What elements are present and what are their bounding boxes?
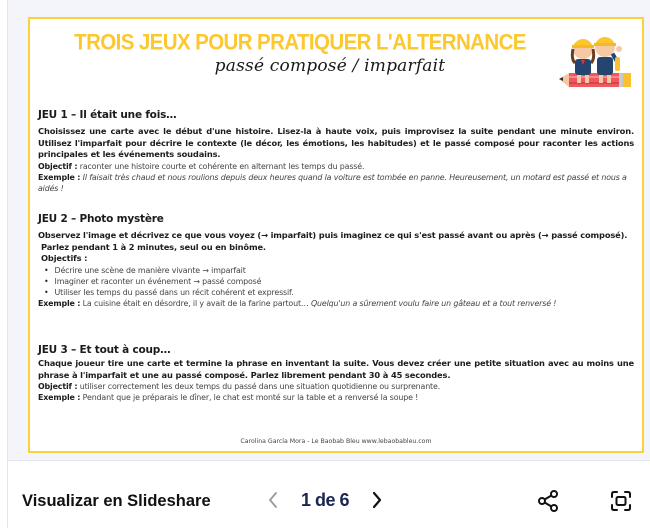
game-3-section — [38, 344, 634, 403]
game-2-example — [38, 298, 634, 309]
share-button[interactable] — [535, 488, 561, 514]
game-1-objective — [38, 161, 634, 172]
game-1-heading: JEU 1 – Il était une fois… — [38, 109, 177, 121]
chevron-right-icon — [371, 491, 383, 509]
chevron-left-icon — [267, 491, 279, 509]
previous-page-button[interactable] — [263, 487, 283, 513]
slide-credit: Carolina García Mora - Le Baobab Bleu www.lebaobableu.com — [240, 438, 432, 445]
game-3-heading: JEU 3 – Et tout à coup… — [38, 344, 171, 356]
objective-item: • Utiliser les temps du passé dans un récit cohérent et expressif. — [44, 287, 634, 298]
page-indicator: 1 de 6 — [301, 489, 350, 510]
game-3-objective — [38, 381, 634, 392]
slide-title: TROIS JEUX POUR PRATIQUER L'ALTERNANCE — [74, 30, 526, 55]
viewer-toolbar — [8, 460, 650, 528]
next-page-button[interactable] — [367, 487, 387, 513]
two-kids-on-pencil-illustration — [555, 27, 635, 93]
slide-stage — [8, 0, 650, 460]
slide-content — [38, 109, 634, 407]
example-text-plain: La cuisine était en désordre, il y avait de la farine partout… — [80, 298, 311, 308]
objective-text: raconter une histoire courte et cohérente en alternant les temps du passé. — [77, 161, 365, 171]
game-3-instructions: Chaque joueur tire une carte et termine la phrase en inventant la suite. Vous devez créer une petite situation avec au moins une phrase à l'imparfait et une au passé composé. Parlez librement pendant 30 à 45 secondes. — [38, 358, 634, 380]
fullscreen-icon — [609, 489, 633, 513]
example-label: Exemple : — [38, 298, 81, 308]
example-label: Exemple : — [38, 393, 81, 402]
game-2-objectives-label: Objectifs : — [41, 253, 88, 263]
game-1-section — [38, 109, 634, 209]
objective-item: • Décrire une scène de manière vivante → imparfait — [44, 265, 634, 276]
objective-item: • Imaginer et raconter un événement → passé composé — [44, 276, 634, 287]
game-1-instructions: Choisissez une carte avec le début d'une histoire. Lisez-la à haute voix, puis improvisez la suite pendant une minute environ. Utilisez l'imparfait pour décrire le contexte (le décor, les émotions, les habitudes) et le passé composé pour raconter les actions principales et les événements soudains. — [38, 126, 634, 159]
game-2-duration: Parlez pendant 1 à 2 minutes, seul ou en binôme. — [41, 241, 266, 252]
objective-label: Objectif : — [38, 161, 78, 171]
pagination — [263, 487, 387, 513]
fullscreen-button[interactable] — [608, 488, 634, 514]
example-text: Pendant que je préparais le dîner, le chat est monté sur la table et a renversé la soupe ! — [80, 393, 419, 402]
example-text-italic: Quelqu'un a sûrement voulu faire un gâteau et a tout renversé ! — [311, 298, 557, 308]
game-1-example — [38, 172, 634, 194]
slide — [28, 17, 644, 453]
example-text: Il faisait très chaud et nous roulions depuis deux heures quand la voiture est tombée en panne. Heureusement, un motard est passé et nous a aidés ! — [38, 172, 627, 193]
game-3-example — [38, 392, 634, 403]
example-label: Exemple : — [38, 172, 81, 182]
objective-label: Objectif : — [38, 382, 78, 391]
game-2-section — [38, 213, 634, 340]
share-icon — [536, 489, 560, 513]
slide-subtitle: passé composé / imparfait — [214, 56, 446, 76]
view-on-slideshare-link[interactable]: Visualizar en Slideshare — [22, 492, 211, 510]
game-2-heading: JEU 2 – Photo mystère — [38, 213, 164, 225]
objective-text: utiliser correctement les deux temps du passé dans une situation quotidienne ou surprenante. — [77, 382, 441, 391]
game-2-instructions: Observez l'image et décrivez ce que vous voyez (→ imparfait) puis imaginez ce qui s'est passé avant ou après (→ passé composé). — [38, 230, 628, 240]
game-2-objectives-list — [38, 265, 634, 298]
